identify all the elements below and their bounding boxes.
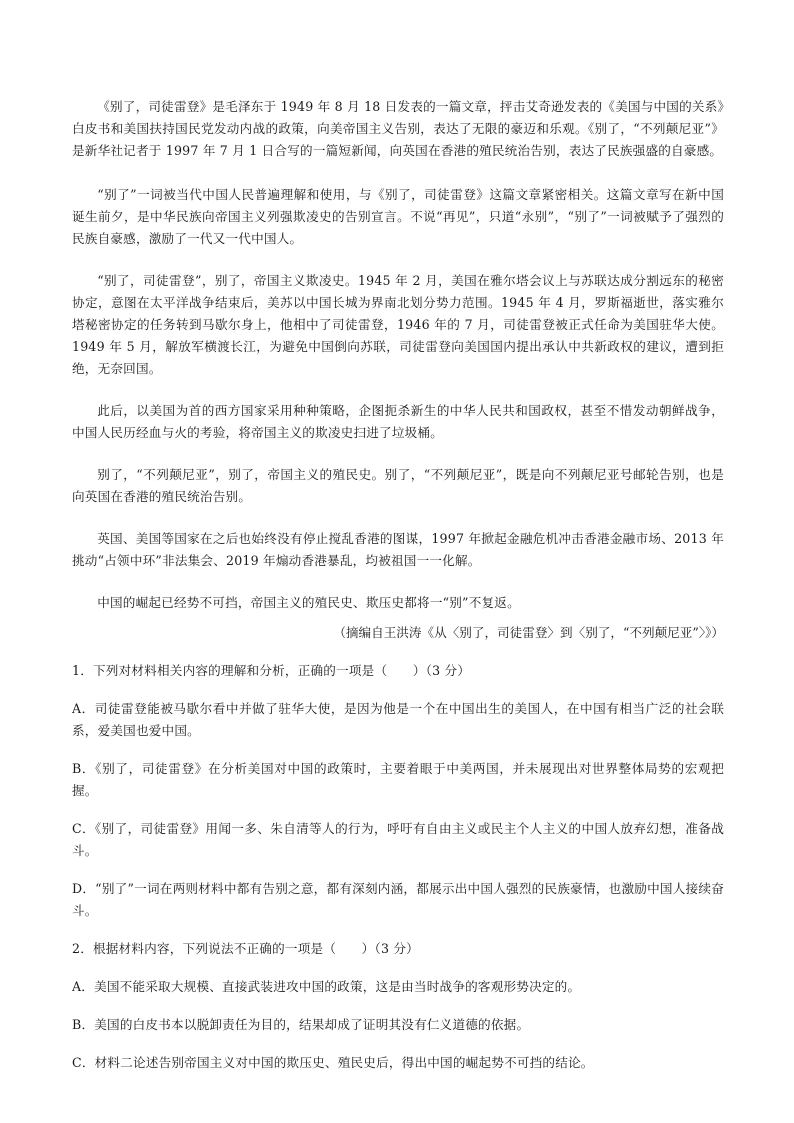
question-stem: 1．下列对材料相关内容的理解和分析，正确的一项是（ ）（3 分） [72, 663, 471, 678]
passage-paragraph-7: 中国的崛起已经势不可挡，帝国主义的殖民史、欺压史都将一“别”不复返。 [97, 595, 520, 610]
option-b: B．《别了，司徒雷登》在分析美国对中国的政策时，主要着眼于中美两国，并未展现出对世界整体局势的宏观把握。 [72, 761, 724, 798]
passage-paragraph-2: “别了”一词被当代中国人民普遍理解和使用，与《别了，司徒雷登》这篇文章紧密相关。这篇文章写在新中国诞生前夕，是中华民族向帝国主义列强欺凌史的告别宣言。不说“再见”，只道“永别”，“别了”一词被赋予了强烈的民族自豪感，激励了一代又一代中国人。 [72, 187, 724, 246]
option-b: B．美国的白皮书本以脱卸责任为目的，结果却成了证明其没有仁义道德的依据。 [72, 1017, 530, 1032]
passage-paragraph-5: 别了，“不列颠尼亚”，别了，帝国主义的殖民史。别了，“不列颠尼亚”，既是向不列颠尼亚号邮轮告别，也是向英国在香港的殖民统治告别。 [72, 467, 724, 504]
passage-source: （摘编自王洪涛《从〈别了，司徒雷登〉到〈别了，“不列颠尼亚”〉》） [333, 625, 724, 640]
question-stem: 2．根据材料内容，下列说法不正确的一项是（ ）（3 分） [72, 941, 419, 956]
passage-paragraph-4: 此后，以美国为首的西方国家采用种种策略，企图扼杀新生的中华人民共和国政权，甚至不惜发动朝鲜战争，中国人民历经血与火的考验，将帝国主义的欺凌史扫进了垃圾桶。 [72, 403, 724, 440]
question-2 [72, 938, 724, 1074]
passage-paragraph-6: 英国、美国等国家在之后也始终没有停止搅乱香港的图谋，1997 年掀起金融危机冲击香港金融市场、2013 年挑动“占领中环”非法集会、2019 年煽动香港暴乱，均被祖国一一化解。 [72, 531, 724, 568]
option-c: C．材料二论述告别帝国主义对中国的欺压史、殖民史后，得出中国的崛起势不可挡的结论。 [72, 1055, 594, 1070]
question-1 [72, 660, 724, 922]
option-a: A．美国不能采取大规模、直接武装进攻中国的政策，这是由当时战争的客观形势决定的。 [72, 979, 581, 994]
option-a: A．司徒雷登能被马歇尔看中并做了驻华大使，是因为他是一个在中国出生的美国人，在中国有相当广泛的社会联系，爱美国也爱中国。 [72, 701, 724, 738]
passage-paragraph-3: “别了，司徒雷登”，别了，帝国主义欺凌史。1945 年 2 月，美国在雅尔塔会议上与苏联达成分割远东的秘密协定，意图在太平洋战争结束后，美苏以中国长城为界南北划分势力范围。1945 年 4 月，罗斯福逝世，落实雅尔塔秘密协定的任务转到马歇尔身上，他相中了司徒雷登，1946 年的 7 月，司徒雷登被正式任命为美国驻华大使。1949 年 5 月，解放军横渡长江，为避免中国倒向苏联，司徒雷登向美国国内提出承认中共新政权的建议，遭到拒绝，无奈回国。 [72, 273, 724, 376]
exam-page [72, 96, 724, 1090]
option-c: C．《别了，司徒雷登》用闻一多、朱自清等人的行为，呼吁有自由主义或民主个人主义的中国人放弃幻想，准备战斗。 [72, 821, 724, 858]
passage-paragraph-1: 《别了，司徒雷登》是毛泽东于 1949 年 8 月 18 日发表的一篇文章，抨击艾奇逊发表的《美国与中国的关系》白皮书和美国扶持国民党发动内战的政策，向美帝国主义告别，表达了无限的豪迈和乐观。《别了，“不列颠尼亚”》是新华社记者于 1997 年 7 月 1 日合写的一篇短新闻，向英国在香港的殖民统治告别，表达了民族强盛的自豪感。 [72, 99, 724, 158]
option-d: D．“别了”一词在两则材料中都有告别之意，都有深刻内涵，都展示出中国人强烈的民族豪情，也激励中国人接续奋斗。 [72, 881, 724, 918]
passage [72, 96, 724, 644]
